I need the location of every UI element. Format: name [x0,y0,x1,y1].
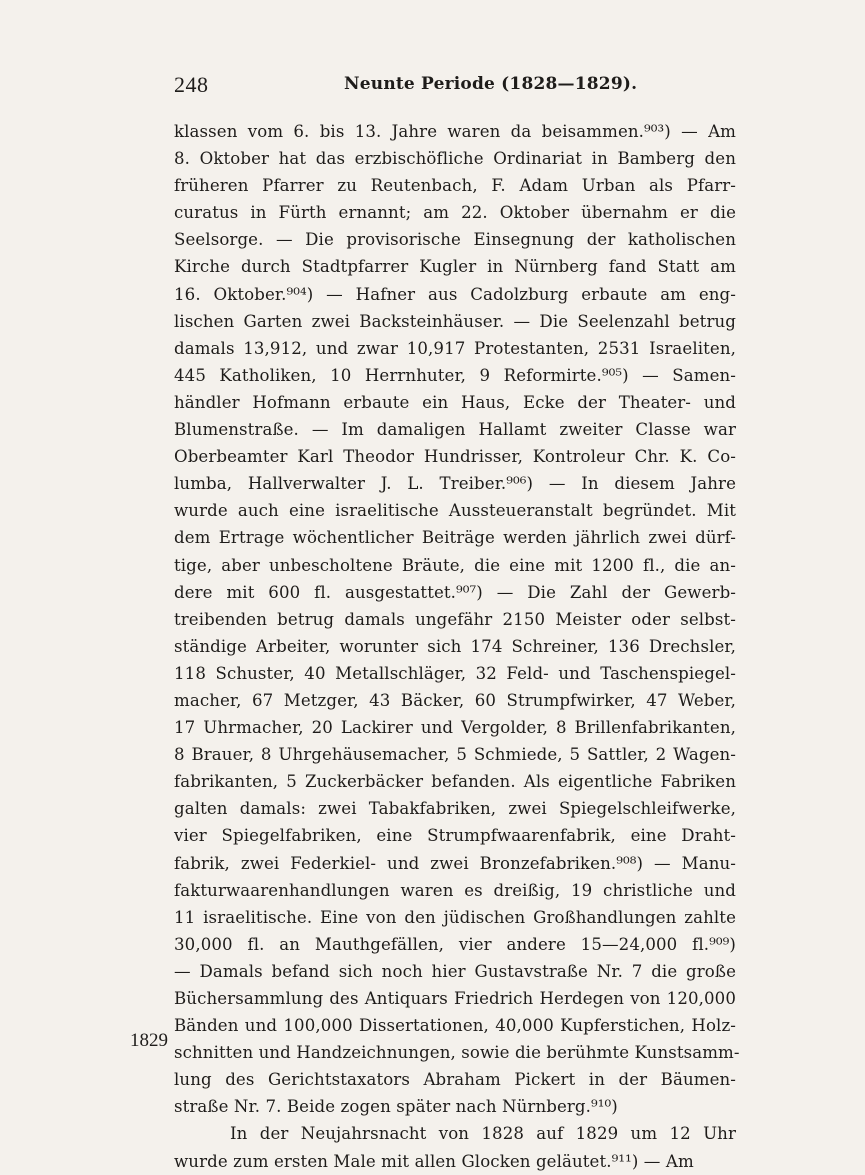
text-line: fakturwaarenhandlungen waren es dreißig, 19 christliche und [174,880,736,900]
body-text [174,118,740,1175]
text-line: 17 Uhrmacher, 20 Lackirer und Vergolder, 8 Brillenfabrikanten, [174,718,736,738]
text-line: lumba, Hallverwalter J. L. Treiber.⁹⁰⁶) — In diesem Jahre [174,474,736,494]
text-line: wurde auch eine israelitische Aussteueranstalt begründet. Mit [174,501,736,521]
text-line: Bänden und 100,000 Dissertationen, 40,000 Kupferstichen, Holz- [174,1016,736,1036]
page-number: 248 [174,72,209,97]
text-line: klassen vom 6. bis 13. Jahre waren da beisammen.⁹⁰³) — Am [174,122,736,141]
text-line: vier Spiegelfabriken, eine Strumpfwaarenfabrik, eine Draht- [174,826,736,846]
text-line: Kirche durch Stadtpfarrer Kugler in Nürnberg fand Statt am [174,257,736,277]
text-line: Oberbeamter Karl Theodor Hundrisser, Kontroleur Chr. K. Co- [174,447,736,467]
text-line: Blumenstraße. — Im damaligen Hallamt zweiter Classe war [174,420,736,440]
text-line: schnitten und Handzeichnungen, sowie die berühmte Kunstsamm- [174,1043,740,1063]
text-line: curatus in Fürth ernannt; am 22. Oktober übernahm er die [174,203,736,223]
text-line: wurde zum ersten Male mit allen Glocken geläutet.⁹¹¹) — Am [174,1151,694,1171]
text-line: dere mit 600 fl. ausgestattet.⁹⁰⁷) — Die Zahl der Gewerb- [174,582,736,602]
text-line: — Damals befand sich noch hier Gustavstraße Nr. 7 die große [174,961,736,981]
text-line: macher, 67 Metzger, 43 Bäcker, 60 Strumpfwirker, 47 Weber, [174,690,736,710]
running-head: Neunte Periode (1828—1829). [344,74,638,94]
text-line: 118 Schuster, 40 Metallschläger, 32 Feld- und Taschenspiegel- [174,663,736,683]
text-line: 16. Oktober.⁹⁰⁴) — Hafner aus Cadolzburg erbaute am eng- [174,284,736,304]
text-line: tige, aber unbescholtene Bräute, die eine mit 1200 fl., die an- [174,555,736,575]
text-line: straße Nr. 7. Beide zogen später nach Nürnberg.⁹¹⁰) [174,1097,618,1117]
text-line: fabrikanten, 5 Zuckerbäcker befanden. Als eigentliche Fabriken [174,772,736,792]
text-line: ständige Arbeiter, worunter sich 174 Schreiner, 136 Drechsler, [174,636,736,656]
text-line: lung des Gerichtstaxators Abraham Pickert in der Bäumen- [174,1070,736,1090]
text-line: galten damals: zwei Tabakfabriken, zwei Spiegelschleifwerke, [174,799,736,819]
text-line: früheren Pfarrer zu Reutenbach, F. Adam Urban als Pfarr- [174,176,736,196]
text-line: Büchersammlung des Antiquars Friedrich Herdegen von 120,000 [174,989,736,1008]
text-line: 8 Brauer, 8 Uhrgehäusemacher, 5 Schmiede, 5 Sattler, 2 Wagen- [174,745,736,765]
page-header [174,72,734,104]
margin-year-note: 1829 [130,1030,168,1051]
text-line: treibenden betrug damals ungefähr 2150 Meister oder selbst- [174,609,736,629]
text-line: In der Neujahrsnacht von 1828 auf 1829 um 12 Uhr [230,1124,736,1144]
text-line: damals 13,912, und zwar 10,917 Protestanten, 2531 Israeliten, [174,338,736,358]
text-line: 11 israelitische. Eine von den jüdischen Großhandlungen zahlte [174,907,736,927]
text-line: händler Hofmann erbaute ein Haus, Ecke der Theater- und [174,392,736,412]
text-line: fabrik, zwei Federkiel- und zwei Bronzefabriken.⁹⁰⁸) — Manu- [174,853,736,873]
text-line: Seelsorge. — Die provisorische Einsegnung der katholischen [174,230,736,250]
text-line: lischen Garten zwei Backsteinhäuser. — Die Seelenzahl betrug [174,311,736,331]
text-line: 8. Oktober hat das erzbischöfliche Ordinariat in Bamberg den [174,149,736,169]
text-line: dem Ertrage wöchentlicher Beiträge werden jährlich zwei dürf- [174,528,736,548]
text-line: 30,000 fl. an Mauthgefällen, vier andere 15—24,000 fl.⁹⁰⁹) [174,934,736,954]
text-line: 445 Katholiken, 10 Herrnhuter, 9 Reformirte.⁹⁰⁵) — Samen- [174,365,736,385]
